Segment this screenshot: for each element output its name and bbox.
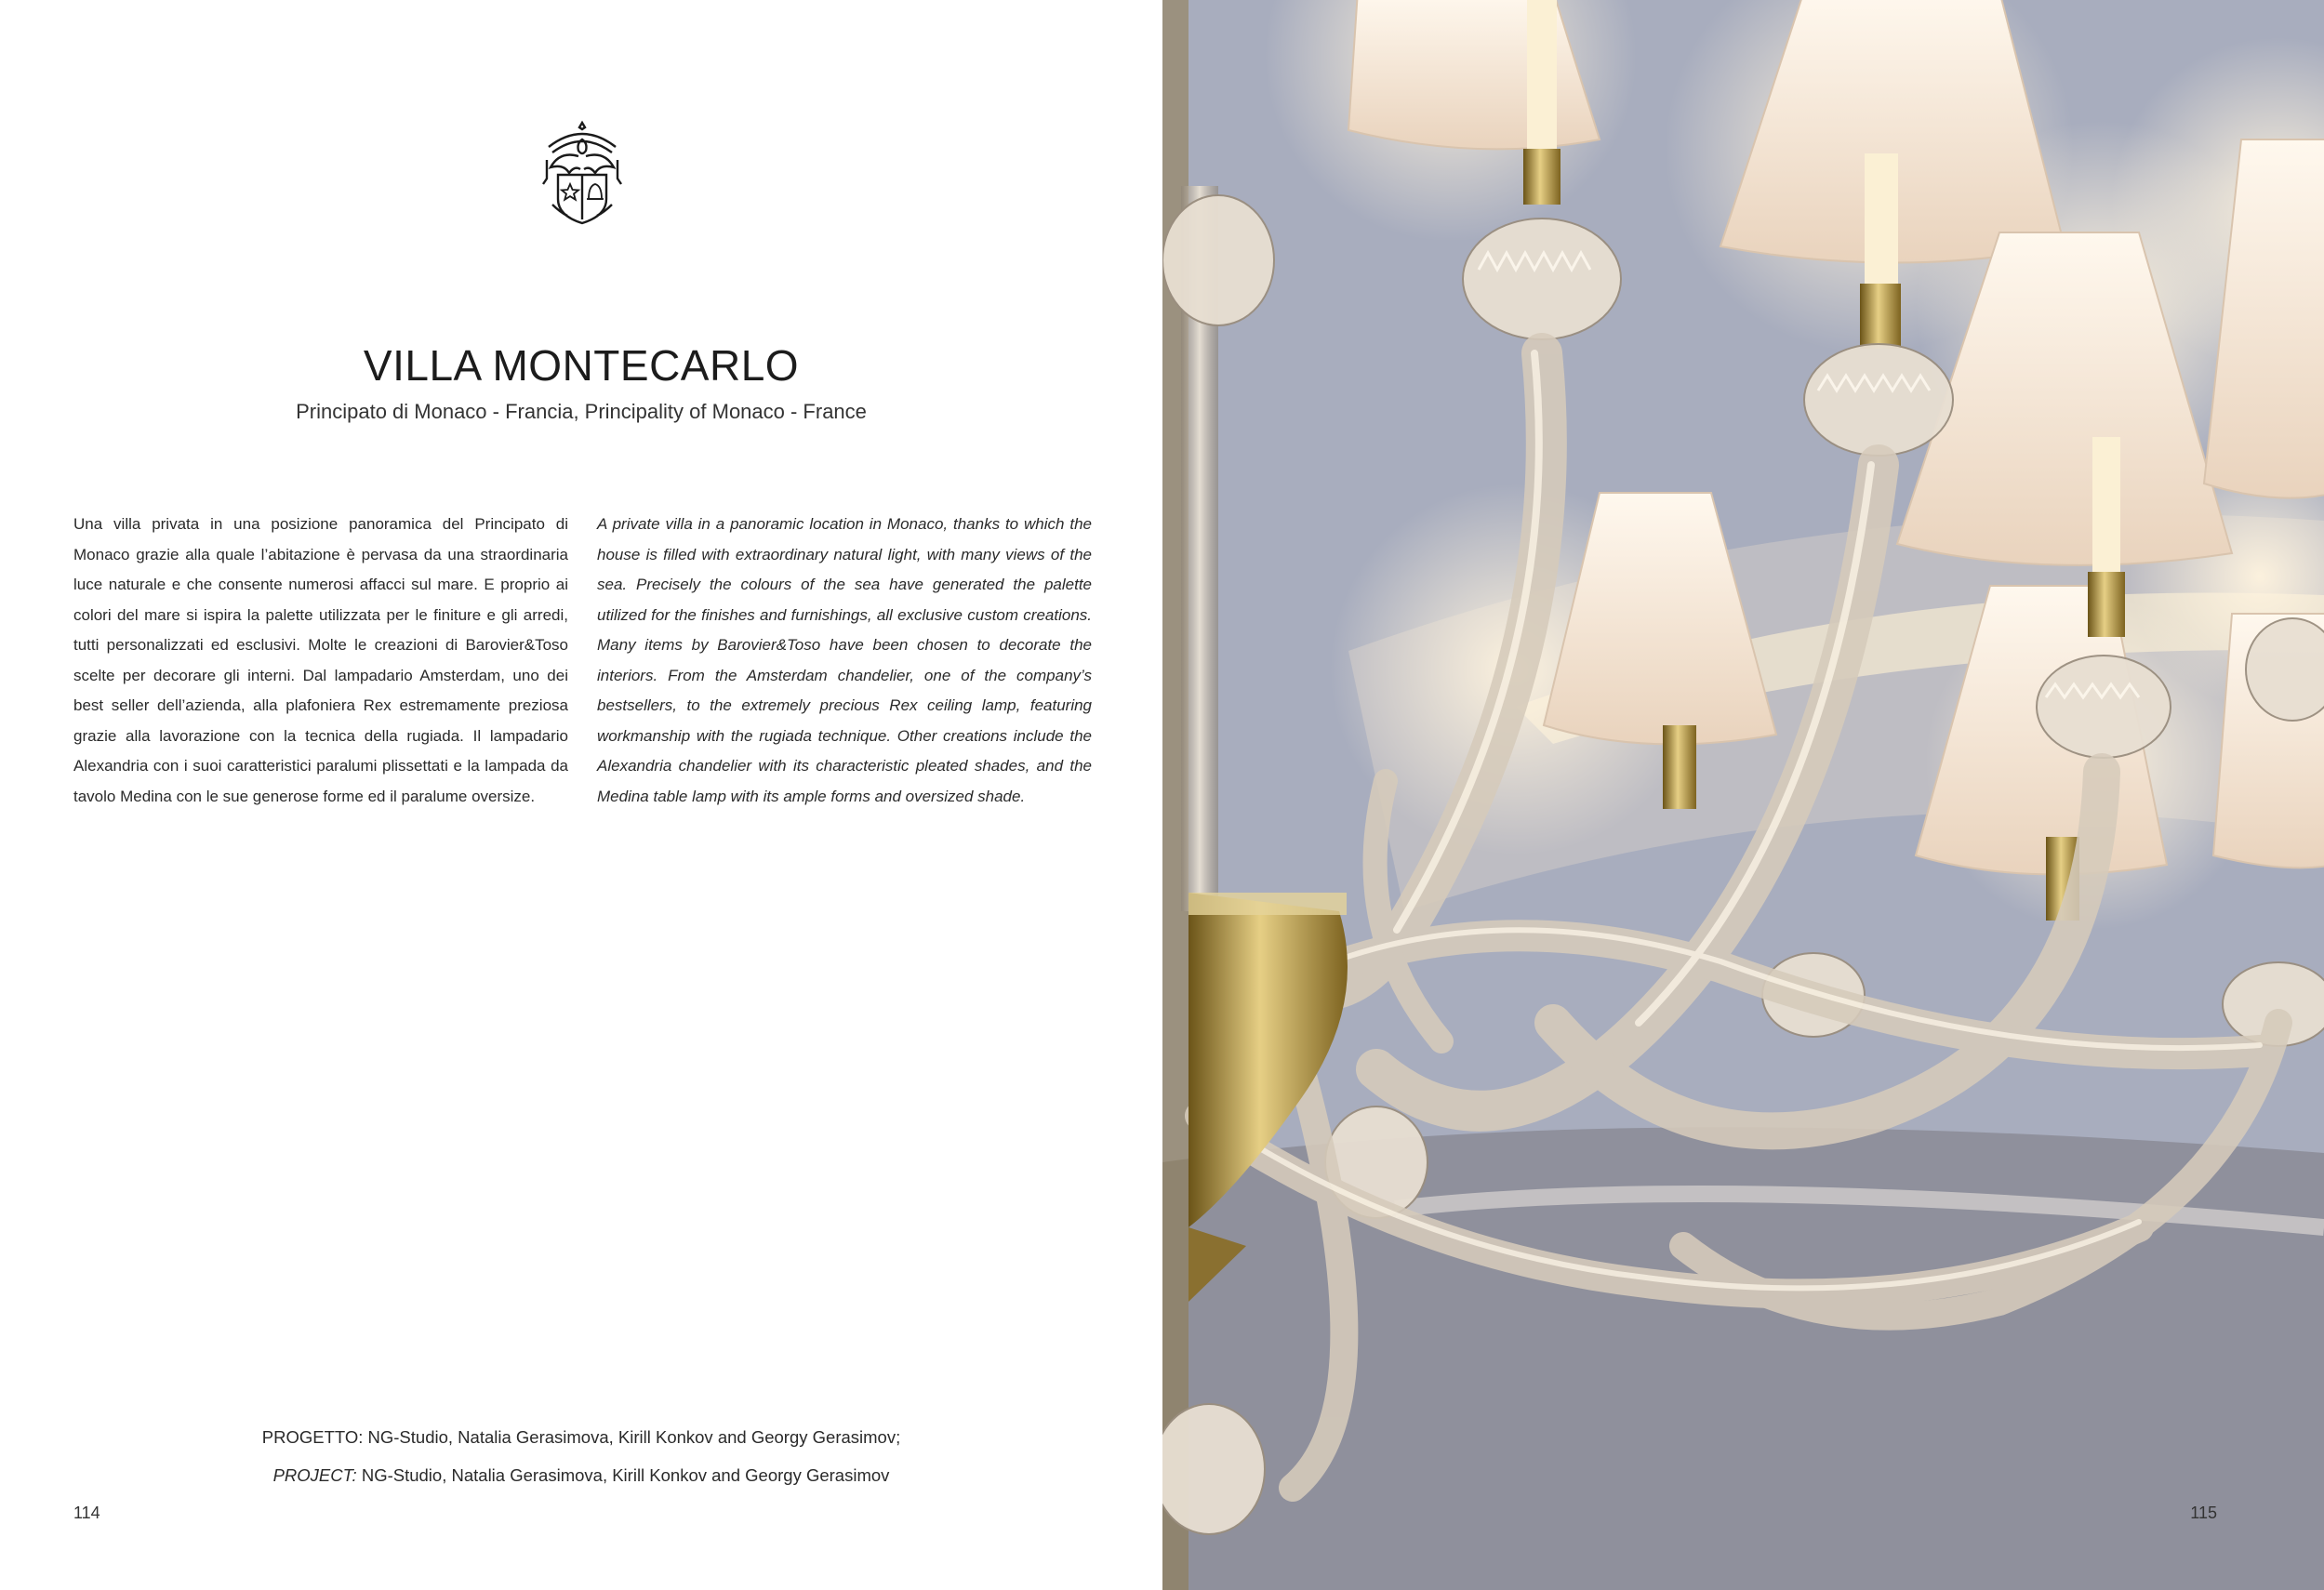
page-number-left: 114 (73, 1504, 100, 1522)
credits-english-label: PROJECT: (272, 1465, 357, 1485)
credits-italian: PROGETTO: NG-Studio, Natalia Gerasimova, Kirill Konkov and Georgy Gerasimov; (261, 1427, 901, 1447)
credits-english-text: NG-Studio, Natalia Gerasimova, Kirill Konkov and Georgy Gerasimov (356, 1465, 890, 1485)
page-number-right: 115 (2190, 1504, 2217, 1522)
coat-of-arms-logo (539, 119, 625, 225)
body-text-italian: Una villa privata in una posizione panoramica del Principato di Monaco grazie alla quale l’abitazione è pervasa da una straordinaria luce naturale e che consente numerosi affacci sul mare. E proprio ai colori del mare si ispira la palette utilizzata per le finiture e gli arredi, tutti personalizzati ed esclusivi. Molte le creazioni di Barovier&Toso scelte per decorare gli interni. Dal lampadario Amsterdam, uno dei best seller dell’azienda, alla plafoniera Rex estremamente preziosa grazie alla lavorazione con la tecnica della rugiada. Il lampadario Alexandria con i suoi caratteristici paralumi plissettati e la lampada da tavolo Medina con le sue generose forme ed il paralume oversize. (73, 515, 568, 805)
credits-english (0, 1456, 1162, 1494)
chandelier-illustration (1162, 0, 2324, 1590)
page-title: VILLA MONTECARLO (363, 341, 800, 390)
page-subtitle: Principato di Monaco - Francia, Principality of Monaco - France (296, 400, 867, 423)
project-credits (0, 1418, 1162, 1494)
chandelier-photo (1162, 0, 2324, 1590)
body-text-english: A private villa in a panoramic location in Monaco, thanks to which the house is filled with extraordinary natural light, with many views of the sea. Precisely the colours of the sea have generated the palette utilized for the finishes and furnishings, all exclusive custom creations. Many items by Barovier&Toso have been chosen to decorate the interiors. From the Amsterdam chandelier, one of the company’s bestsellers, to the extremely precious Rex ceiling lamp, featuring workmanship with the rugiada technique. Other creations include the Alexandria chandelier with its characteristic pleated shades, and the Medina table lamp with its ample forms and oversized shade. (597, 515, 1092, 805)
